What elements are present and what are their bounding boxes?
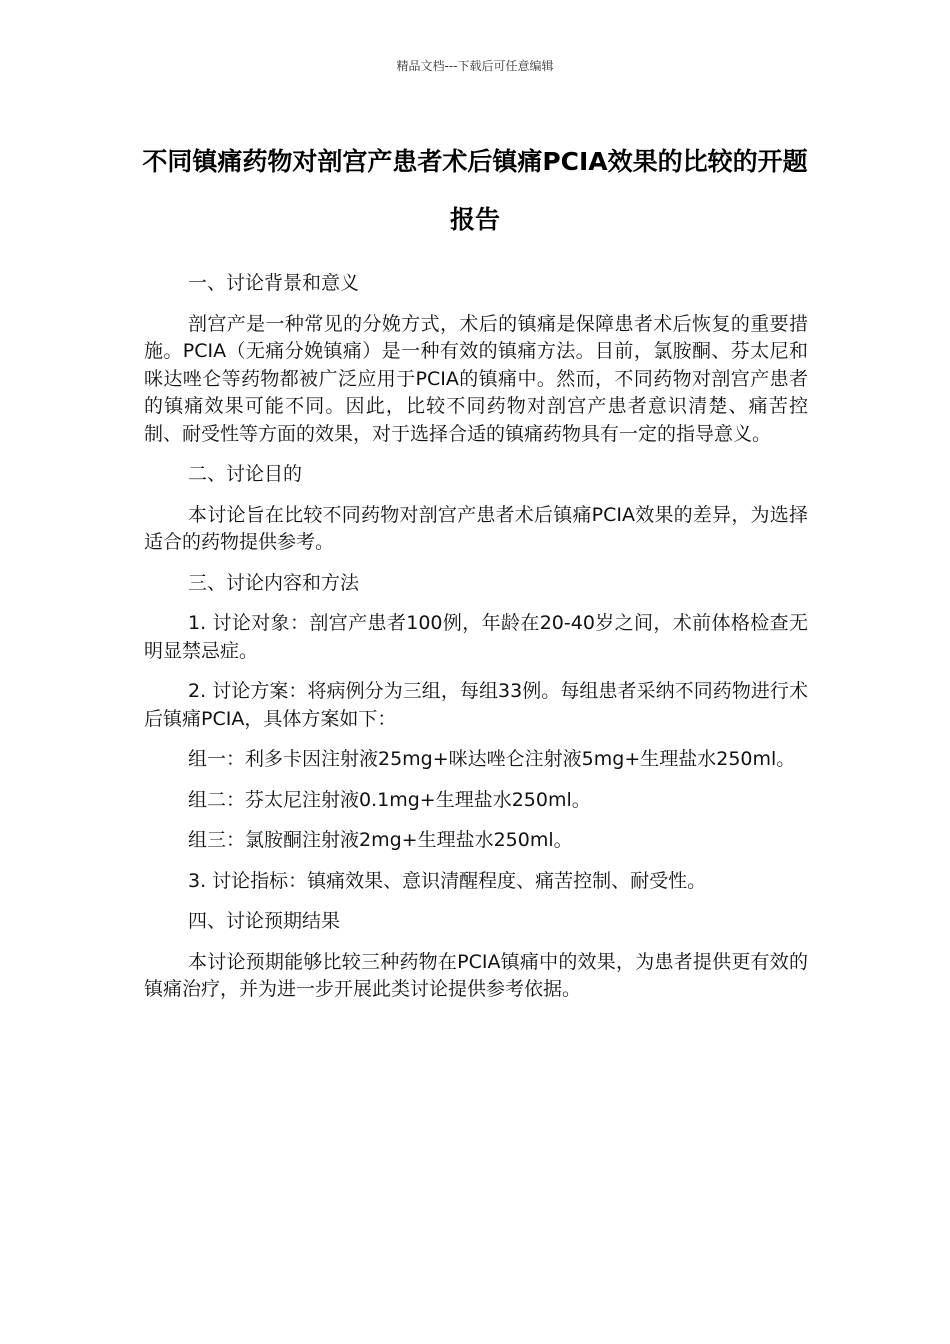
section4-paragraph: 本讨论预期能够比较三种药物在PCIA镇痛中的效果，为患者提供更有效的镇痛治疗，并为进一步开展此类讨论提供参考依据。	[144, 950, 808, 1000]
section4-heading: 四、讨论预期结果	[188, 910, 341, 932]
document-title: 不同镇痛药物对剖宫产患者术后镇痛PCIA效果的比较的开题报告	[142, 147, 808, 234]
group-3: 组三：氯胺酮注射液2mg+生理盐水250ml。	[188, 829, 573, 851]
method-item-2: 2. 讨论方案：将病例分为三组，每组33例。每组患者采纳不同药物进行术后镇痛PCIA，具体方案如下：	[144, 680, 808, 730]
group-1: 组一：利多卡因注射液25mg+咪达唑仑注射液5mg+生理盐水250ml。	[188, 748, 796, 770]
section2-paragraph: 本讨论旨在比较不同药物对剖宫产患者术后镇痛PCIA效果的差异，为选择适合的药物提供参考。	[144, 503, 808, 553]
header-watermark: 精品文档---下载后可任意编辑	[396, 59, 554, 73]
section1-paragraph: 剖宫产是一种常见的分娩方式，术后的镇痛是保障患者术后恢复的重要措施。PCIA（无痛分娩镇痛）是一种有效的镇痛方法。目前，氯胺酮、芬太尼和咪达唑仑等药物都被广泛应用于PCIA的镇痛中。然而，不同药物对剖宫产患者的镇痛效果可能不同。因此，比较不同药物对剖宫产患者意识清楚、痛苦控制、耐受性等方面的效果，对于选择合适的镇痛药物具有一定的指导意义。	[144, 312, 808, 445]
method-item-1: 1. 讨论对象：剖宫产患者100例，年龄在20-40岁之间，术前体格检查无明显禁忌症。	[144, 612, 808, 662]
section1-heading: 一、讨论背景和意义	[188, 272, 360, 294]
group-2: 组二：芬太尼注射液0.1mg+生理盐水250ml。	[188, 788, 591, 811]
section3-heading: 三、讨论内容和方法	[188, 571, 360, 594]
document-body	[144, 270, 808, 1017]
section2-heading: 二、讨论目的	[188, 463, 303, 485]
method-item-3: 3. 讨论指标：镇痛效果、意识清醒程度、痛苦控制、耐受性。	[188, 869, 707, 892]
